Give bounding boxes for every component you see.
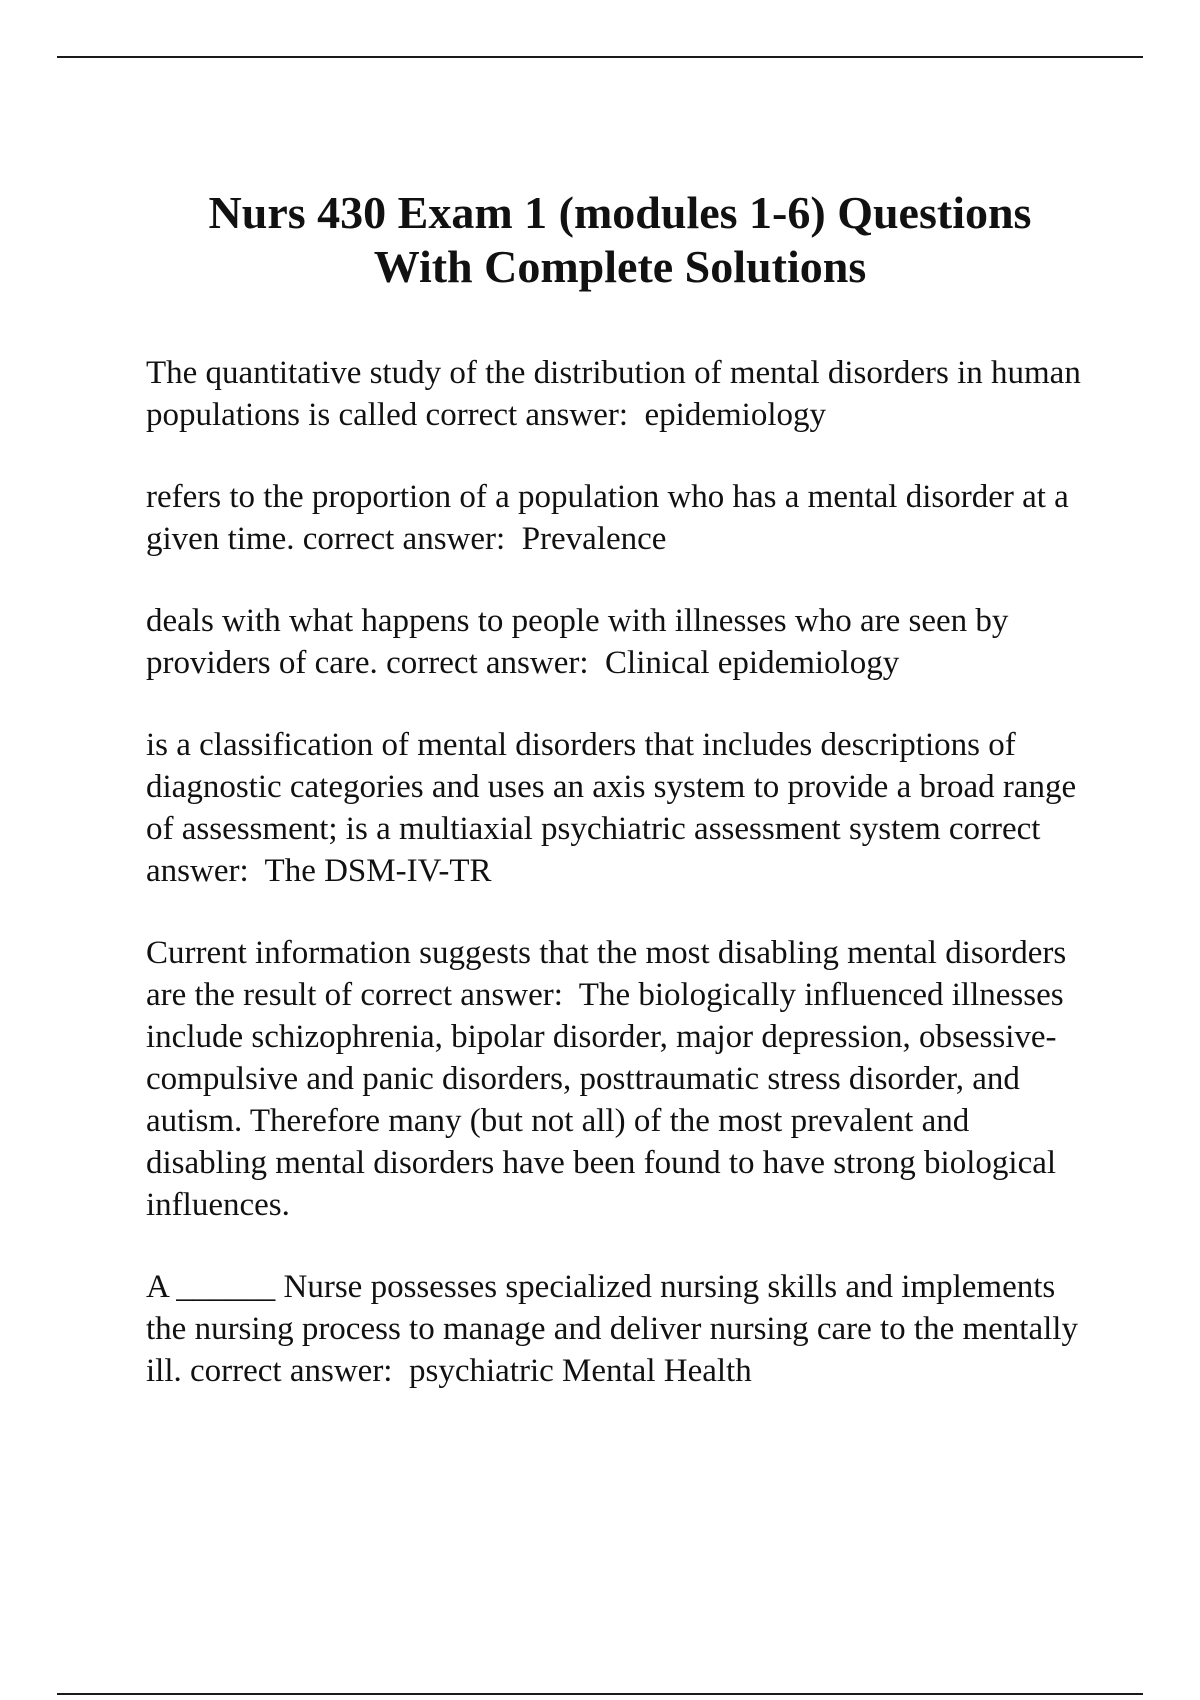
qa-item-3 — [146, 600, 1086, 684]
title-line-1: Nurs 430 Exam 1 (modules 1-6) Questions — [208, 187, 1032, 238]
answer-text: psychiatric Mental Health — [408, 1353, 752, 1389]
answer-text: epidemiology — [644, 397, 826, 433]
qa-item-5 — [146, 932, 1086, 1226]
question-text: refers to the proportion of a population who has a mental disorder at a given time. — [146, 479, 1078, 557]
answer-label: correct answer: — [146, 811, 1049, 889]
question-text: deals with what happens to people with illnesses who are seen by providers of care. — [146, 603, 1017, 681]
answer-label: correct answer: — [425, 397, 629, 433]
bottom-rule — [57, 1693, 1143, 1695]
qa-item-1 — [146, 352, 1090, 436]
qa-item-4 — [146, 724, 1086, 892]
answer-text: Prevalence — [521, 521, 667, 557]
question-text: Current information suggests that the most disabling mental disorders are the result of — [146, 935, 1075, 1013]
answer-label: correct answer: — [302, 521, 506, 557]
answer-label: correct answer: — [360, 977, 563, 1013]
question-text: A ______ Nurse possesses specialized nursing skills and implements the nursing process to manage and deliver nursing care to the mentally ill. — [146, 1269, 1087, 1389]
qa-item-2 — [146, 476, 1086, 560]
question-list — [146, 352, 1090, 1432]
question-text: The quantitative study of the distribution of mental disorders in human populations is called — [146, 355, 1090, 433]
page-title — [100, 186, 1140, 294]
answer-label: correct answer: — [386, 645, 589, 681]
qa-item-6 — [146, 1266, 1086, 1392]
answer-text: The DSM-IV-TR — [264, 853, 492, 889]
title-line-2: With Complete Solutions — [373, 241, 867, 292]
answer-text: Clinical epidemiology — [605, 645, 900, 681]
answer-label: correct answer: — [190, 1353, 393, 1389]
top-rule — [57, 56, 1143, 58]
answer-text: The biologically influenced illnesses include schizophrenia, bipolar disorder, major depression, obsessive-compulsive and panic disorders, posttraumatic stress disorder, and autism. Therefore many (but not all) of the most prevalent and disabling mental disorders have been found to have strong biological influences. — [146, 977, 1072, 1223]
question-text: is a classification of mental disorders that includes descriptions of diagnostic categories and uses an axis system to provide a broad range of assessment; is a multiaxial psychiatric assessment system — [146, 727, 1085, 847]
